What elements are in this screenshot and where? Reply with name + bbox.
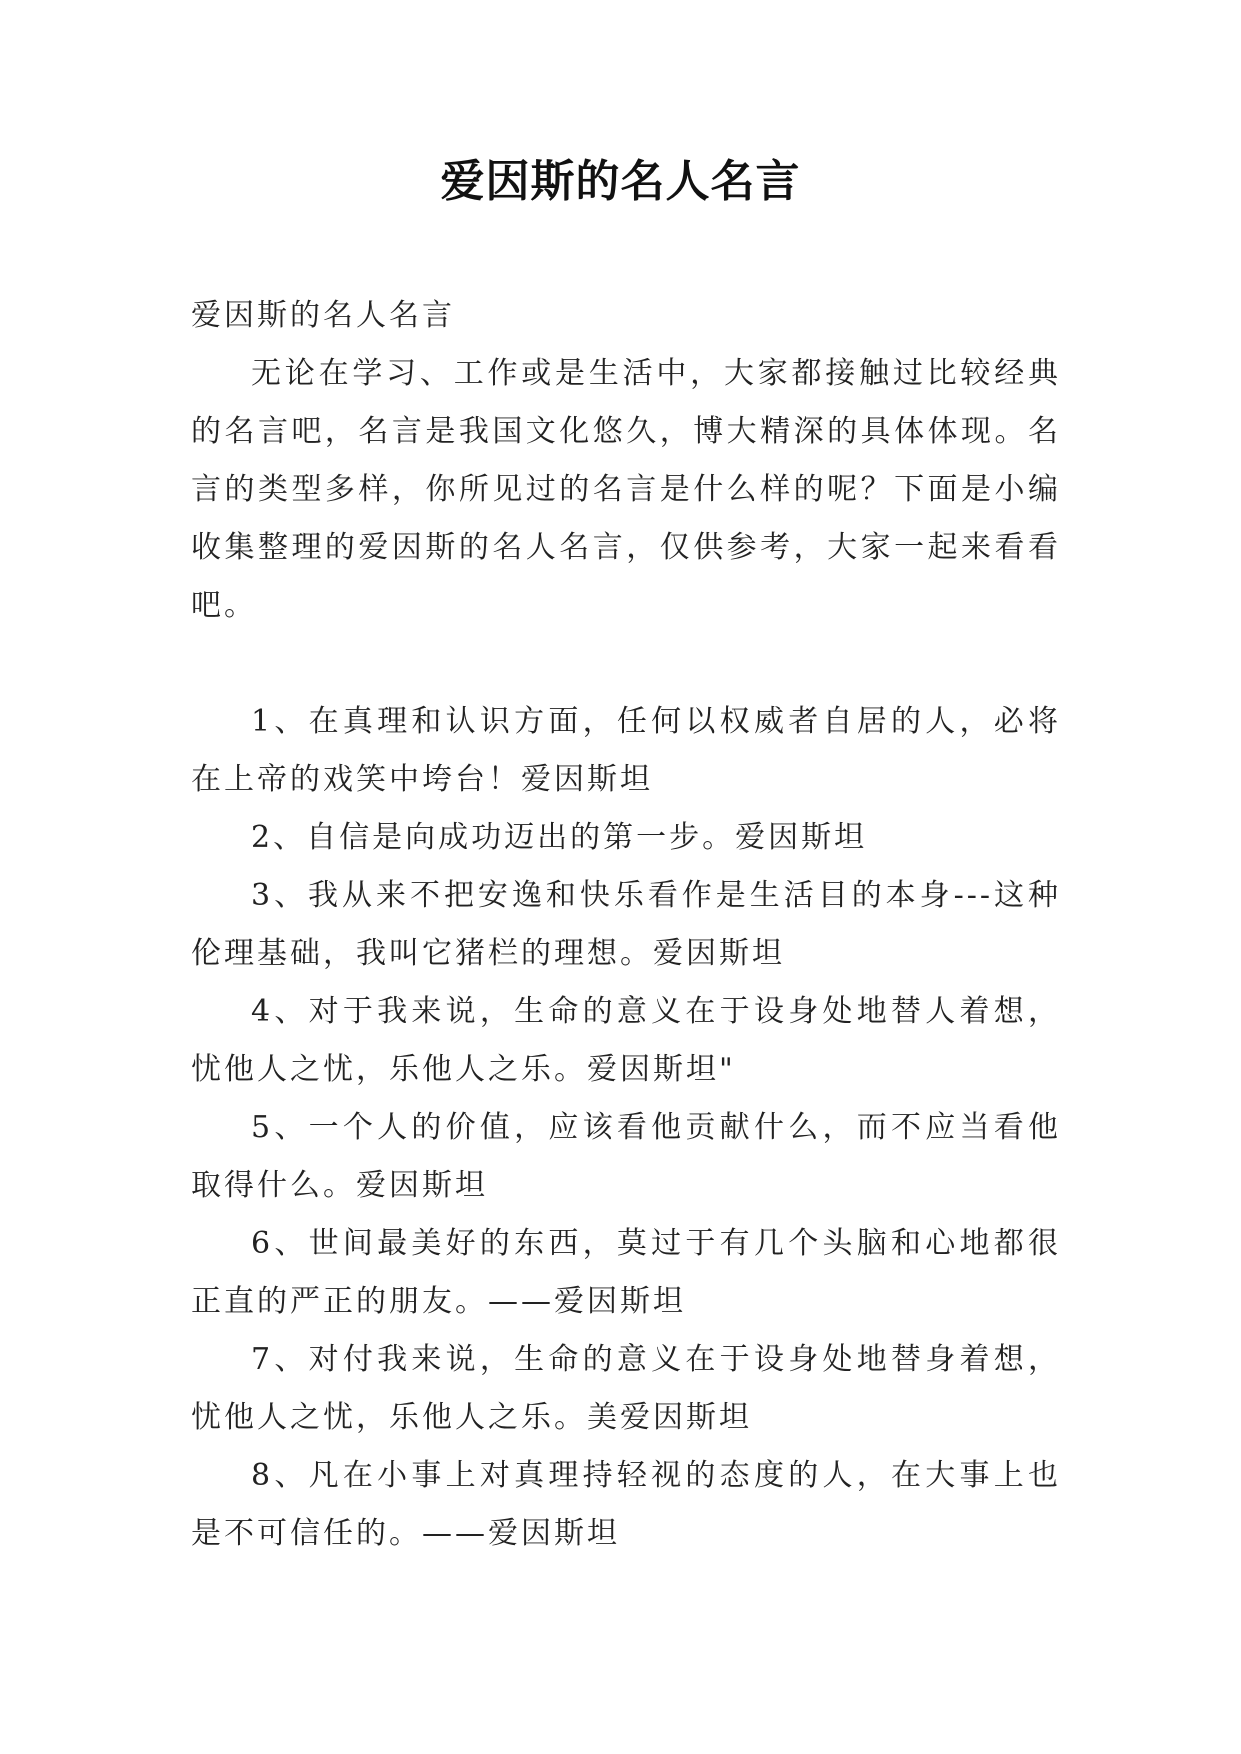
quote-item: 8、凡在小事上对真理持轻视的态度的人，在大事上也是不可信任的。——爱因斯坦 bbox=[191, 1458, 1061, 1551]
quote-item: 4、对于我来说，生命的意义在于设身处地替人着想，忧他人之忧，乐他人之乐。爱因斯坦" bbox=[191, 994, 1061, 1087]
quote-item: 6、世间最美好的东西，莫过于有几个头脑和心地都很正直的严正的朋友。——爱因斯坦 bbox=[191, 1226, 1061, 1319]
paragraph-spacer bbox=[191, 635, 1061, 693]
intro-paragraph: 无论在学习、工作或是生活中，大家都接触过比较经典的名言吧，名言是我国文化悠久，博大精深的具体体现。名言的类型多样，你所见过的名言是什么样的呢？下面是小编收集整理的爱因斯的名人名言，仅供参考，大家一起来看看吧。 bbox=[191, 356, 1061, 623]
document-body bbox=[191, 287, 1061, 1563]
quote-item: 5、一个人的价值，应该看他贡献什么，而不应当看他取得什么。爱因斯坦 bbox=[191, 1110, 1061, 1203]
document-subtitle: 爱因斯的名人名言 bbox=[191, 298, 455, 333]
quote-item: 3、我从来不把安逸和快乐看作是生活目的本身---这种伦理基础，我叫它猪栏的理想。爱因斯坦 bbox=[191, 878, 1061, 971]
quote-item: 1、在真理和认识方面，任何以权威者自居的人，必将在上帝的戏笑中垮台！爱因斯坦 bbox=[191, 704, 1061, 797]
quote-item: 7、对付我来说，生命的意义在于设身处地替身着想，忧他人之忧，乐他人之乐。美爱因斯坦 bbox=[191, 1342, 1061, 1435]
document-title: 爱因斯的名人名言 bbox=[440, 156, 801, 207]
quote-item: 2、自信是向成功迈出的第一步。爱因斯坦 bbox=[251, 820, 868, 855]
